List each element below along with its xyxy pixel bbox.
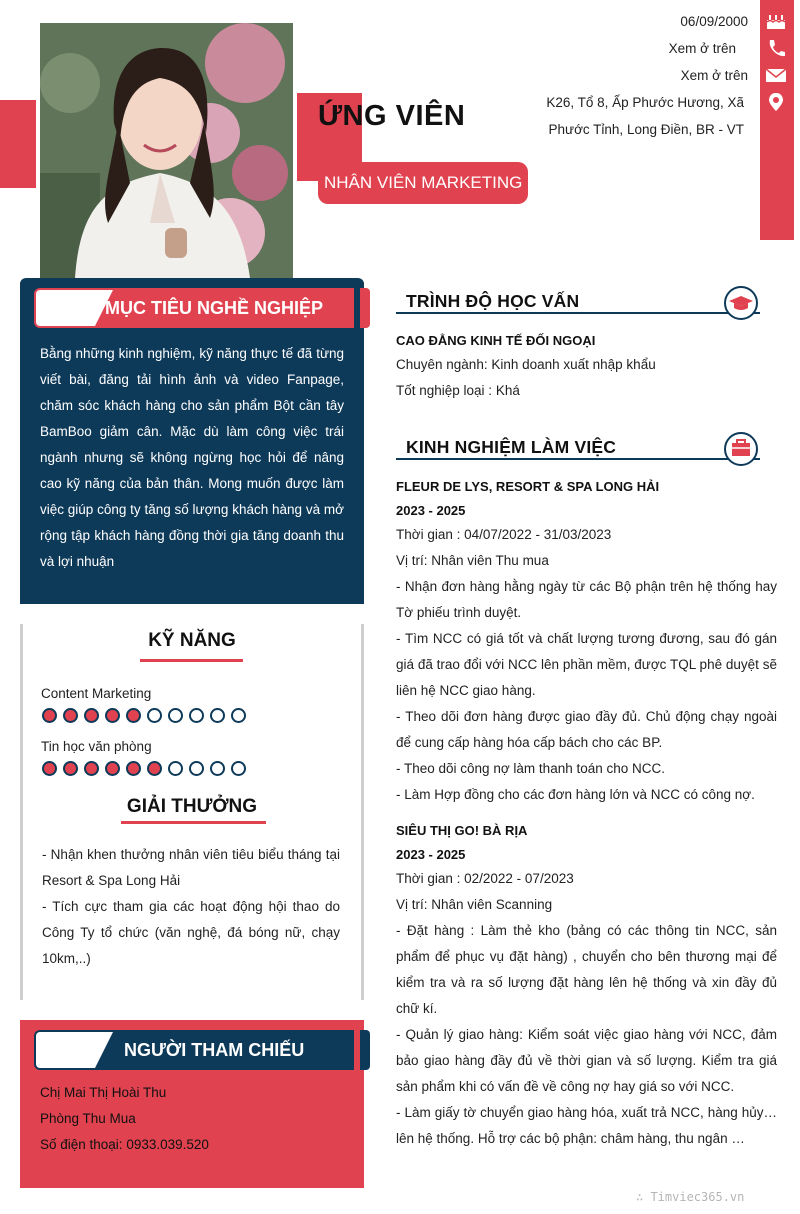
skill-dot-empty xyxy=(231,761,246,776)
job-detail-item: - Theo dõi đơn hàng được giao đầy đủ. Chủ động chạy ngoài để cung cấp hàng hóa cấp bách cho các BP. xyxy=(396,709,777,750)
job-detail-item: - Làm giấy tờ chuyển giao hàng hóa, xuất trả NCC, hàng hủy… lên hệ thống. Hỗ trợ các bộ phận: châm hàng, thu ngân … xyxy=(396,1105,777,1146)
skill-rating xyxy=(42,761,246,776)
job-company: SIÊU THỊ GO! BÀ RỊA xyxy=(396,823,528,838)
job-details xyxy=(396,918,777,1152)
skill-dot-empty xyxy=(210,708,225,723)
education-major: Chuyên ngành: Kinh doanh xuất nhập khẩu xyxy=(396,357,656,372)
job-detail-item: - Quản lý giao hàng: Kiểm soát việc giao hàng với NCC, đảm bảo giao hàng đầy đủ về thời gian và số lượng. Kiểm tra giá sản phẩm khi có vấn đề về công nợ hay giá so với NCC. xyxy=(396,1027,777,1094)
job-period: Thời gian : 04/07/2022 - 31/03/2023 xyxy=(396,527,612,542)
job-detail-item: - Tìm NCC có giá tốt và chất lượng tương đương, sau đó gán giá đã trao đổi với NCC lên phần mềm, được TQL phê duyệt sẽ liên hệ NCC giao hàng. xyxy=(396,631,777,698)
experience-title: KINH NGHIỆM LÀM VIỆC xyxy=(406,437,617,457)
job-detail-item: - Đặt hàng : Làm thẻ kho (bảng có các thông tin NCC, sản phẩm để phục vụ đặt hàng) , chuyển cho bên thương mại để kiểm tra và ra số lượng đặt hàng lên hệ thống và xin đầy đủ chữ kí. xyxy=(396,923,777,1016)
award-item: - Nhận khen thưởng nhân viên tiêu biểu tháng tại Resort & Spa Long Hải xyxy=(42,847,340,888)
education-school: CAO ĐẲNG KINH TẾ ĐỐI NGOẠI xyxy=(396,333,596,348)
address-line-1: K26, Tổ 8, Ấp Phước Hương, Xã xyxy=(546,95,744,110)
reference-department: Phòng Thu Mua xyxy=(40,1111,136,1126)
location-icon xyxy=(765,92,787,112)
awards-title-underline xyxy=(121,821,266,824)
skill-dot-empty xyxy=(189,761,204,776)
phone-icon xyxy=(765,38,787,58)
skill-dot-filled xyxy=(63,708,78,723)
skills-title: KỸ NĂNG xyxy=(148,630,236,651)
address-line-2: Phước Tỉnh, Long Điền, BR - VT xyxy=(548,122,744,137)
birthdate: 06/09/2000 xyxy=(680,14,748,29)
tab-divider xyxy=(354,1030,357,1070)
tab-end-cap xyxy=(360,288,370,328)
references-title: NGƯỜI THAM CHIẾU xyxy=(124,1040,305,1060)
skill-dot-filled xyxy=(42,708,57,723)
job-company: FLEUR DE LYS, RESORT & SPA LONG HẢI xyxy=(396,479,660,494)
briefcase-icon xyxy=(724,432,758,466)
skill-dot-filled xyxy=(105,761,120,776)
awards-title: GIẢI THƯỞNG xyxy=(126,796,258,817)
job-position: Vị trí: Nhân viên Thu mua xyxy=(396,553,549,568)
skill-dot-empty xyxy=(168,708,183,723)
job-detail-item: - Làm Hợp đồng cho các đơn hàng lớn và NCC có công nợ. xyxy=(396,787,755,802)
skill-dot-empty xyxy=(231,708,246,723)
skill-dot-empty xyxy=(210,761,225,776)
skill-dot-empty xyxy=(147,708,162,723)
cake-icon xyxy=(765,10,787,30)
contact-icon-bar xyxy=(760,0,794,240)
job-detail-item: - Nhận đơn hàng hằng ngày từ các Bộ phận trên hệ thống hay Tờ phiếu trình duyệt. xyxy=(396,579,777,620)
education-title: TRÌNH ĐỘ HỌC VẤN xyxy=(406,291,580,311)
reference-phone: Số điện thoại: 0933.039.520 xyxy=(40,1137,209,1152)
job-detail-item: - Theo dõi công nợ làm thanh toán cho NCC. xyxy=(396,761,666,776)
email-icon xyxy=(765,65,787,85)
education-rule xyxy=(396,312,760,314)
job-years: 2023 - 2025 xyxy=(396,503,466,518)
objective-title: MỤC TIÊU NGHỀ NGHIỆP xyxy=(105,298,324,318)
skill-rating xyxy=(42,708,246,723)
objective-text: Bằng những kinh nghiệm, kỹ năng thực tế đã từng viết bài, đăng tải hình ảnh và video Fanpage, chăm sóc khách hàng cho sản phẩm Bột cần tây BamBoo giảm cân. Mặc dù làm công việc trái ngành nhưng sẽ không ngừng học hỏi để nâng cao kỹ năng của bản thân. Mong muốn được làm việc giúp công ty tăng số lượng khách hàng và mở rộng tập khách hàng đồng thời gia tăng doanh thu và lợi nhuận xyxy=(40,346,344,569)
skill-dot-filled xyxy=(42,761,57,776)
skill-dot-empty xyxy=(189,708,204,723)
reference-name: Chị Mai Thị Hoài Thu xyxy=(40,1085,167,1100)
skill-dot-empty xyxy=(168,761,183,776)
candidate-name: ỨNG VIÊN xyxy=(318,100,466,132)
awards-list xyxy=(42,842,340,972)
candidate-photo xyxy=(40,23,293,278)
job-period: Thời gian : 02/2022 - 07/2023 xyxy=(396,871,574,886)
skill-name: Content Marketing xyxy=(41,686,152,701)
job-position: Vị trí: Nhân viên Scanning xyxy=(396,897,553,912)
graduation-cap-icon xyxy=(724,286,758,320)
accent-block-left xyxy=(0,100,36,188)
watermark: ∴ Timviec365.vn xyxy=(636,1190,745,1204)
tab-divider xyxy=(354,288,357,328)
skill-name: Tin học văn phòng xyxy=(41,739,152,754)
job-years: 2023 - 2025 xyxy=(396,847,466,862)
references-title-tab xyxy=(34,1030,370,1070)
skill-dot-filled xyxy=(126,761,141,776)
role-badge: NHÂN VIÊN MARKETING xyxy=(318,162,528,204)
tab-end-cap xyxy=(360,1030,370,1070)
skill-dot-filled xyxy=(147,761,162,776)
objective-title-tab xyxy=(34,288,370,328)
skill-dot-filled xyxy=(105,708,120,723)
email: Xem ở trên xyxy=(680,68,748,83)
skill-dot-filled xyxy=(84,708,99,723)
skills-title-underline xyxy=(140,659,243,662)
skill-dot-filled xyxy=(126,708,141,723)
skill-dot-filled xyxy=(63,761,78,776)
skill-dot-filled xyxy=(84,761,99,776)
experience-rule xyxy=(396,458,760,460)
award-item: - Tích cực tham gia các hoạt động hội thao do Công Ty tổ chức (văn nghệ, đá bóng nữ, chạy 10km,..) xyxy=(42,899,340,966)
education-grade: Tốt nghiệp loại : Khá xyxy=(396,383,520,398)
phone: Xem ở trên xyxy=(668,41,736,56)
job-details xyxy=(396,574,777,808)
